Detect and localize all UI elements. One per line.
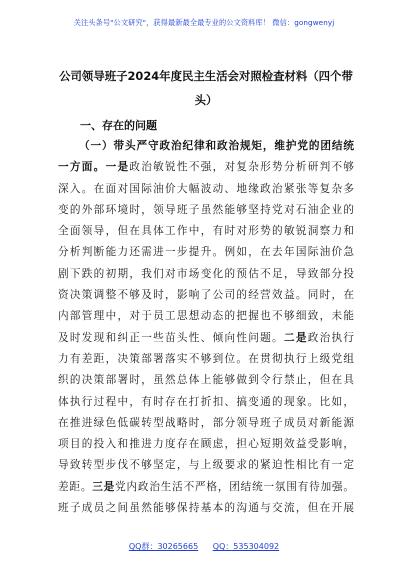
body-text: 深入。在面对国际油价大幅波动、地缘政治紧张等复杂多 [58,182,354,195]
body-text: 变的外部环境时，领导班子虽然能够坚持党对石油企业的 [58,203,354,216]
section-heading: 一、存在的问题 [80,119,157,132]
bold-text: （一）带头严守政治纪律和政治规矩，维护党的团结统 [79,140,354,152]
document-title: 公司领导班子2024年度民主生活会对照检查材料（四个带头） [59,69,353,107]
body-line [58,392,354,413]
body-line [58,200,354,221]
body-text: 差距。 [58,480,93,493]
body-text: 内部管理中，对于员工思想动态的把握也不够细致，未能 [58,310,354,323]
body-line [58,221,354,242]
body-text: 全面领导，但在具体工作中，有时对形势的敏锐洞察力和 [58,225,354,238]
body-line [58,370,354,391]
body-line [58,498,354,519]
body-text: 体执行过程中，有时存在打折扣、搞变通的现象。比如， [58,395,354,408]
body-text: 剧下跌的初期，我们对市场变化的预估不足，导致部分投 [58,267,354,280]
body-line [58,179,354,200]
body-text: 织的决策部署时，虽然总体上能够做到令行禁止，但在具 [58,374,354,387]
body-line [58,306,354,327]
body-line [58,434,354,455]
body-line [58,328,354,349]
bold-text: 二是 [283,331,308,344]
body-line [58,242,354,263]
header-banner: 关注头条号"公文研究"，获得最新最全最专业的公文资料库！ 微信：gongwenyj [73,18,335,27]
body-text: 班子成员之间虽然能够保持基本的沟通与交流，但在开展 [58,502,354,515]
footer-contact [0,541,408,552]
body-line [58,349,354,370]
body-line [58,477,354,498]
footer-qq-number: QQ：535304092 [212,542,280,551]
body-text: 政治执行 [307,331,354,344]
document-body [58,136,354,519]
body-text: 分析判断能力还需进一步提升。例如，在去年国际油价急 [58,246,354,259]
body-line [58,264,354,285]
body-line [58,413,354,434]
body-text: 导致转型步伐不够坚定，与上级要求的紧迫性相比有一定 [58,459,354,472]
body-text: 及时发现和纠正一些苗头性、倾向性问题。 [58,331,284,344]
body-line [58,136,354,157]
body-text: 在推进绿色低碳转型战略时，部分领导班子成员对新能源 [58,416,354,429]
body-line [58,455,354,476]
body-text: 力有差距，决策部署落实不够到位。在贯彻执行上级党组 [58,352,354,365]
body-text: 党内政治生活不严格，团结统一氛围有待加强。 [115,480,354,493]
body-text: 资决策调整不够及时，影响了公司的经营效益。同时，在 [58,289,354,302]
bold-text: 一方面。一是 [58,161,130,174]
body-text: 政治敏锐性不强，对复杂形势分析研判不够 [129,161,354,174]
bold-text: 三是 [92,480,116,493]
footer-qq-group: QQ群：30265665 [128,542,199,551]
body-text: 项目的投入和推进力度存在顾虑，担心短期效益受影响， [58,438,354,451]
body-line [58,285,354,306]
body-line [58,157,354,178]
